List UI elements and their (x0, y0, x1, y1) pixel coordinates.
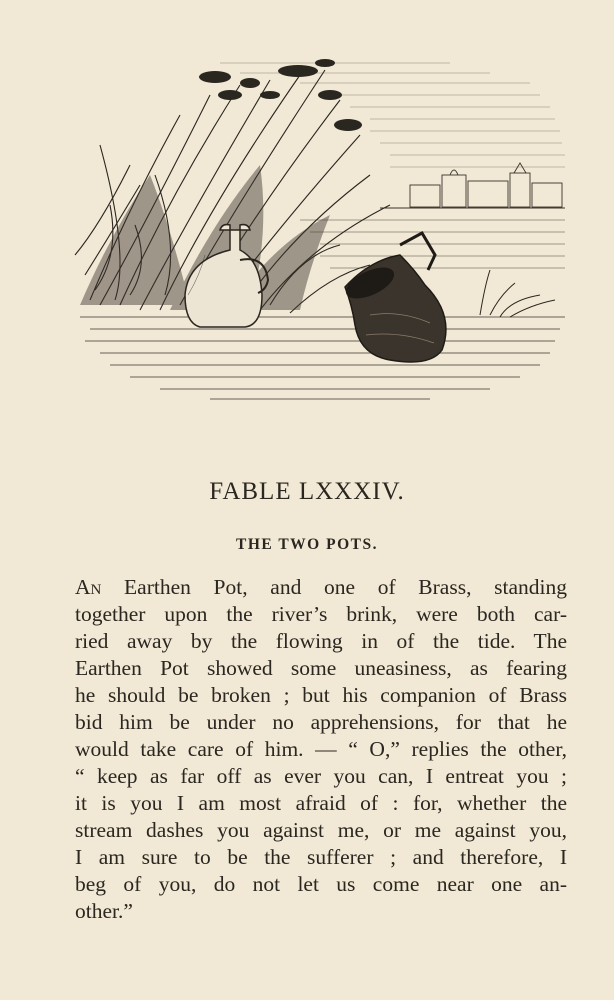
fable-body (75, 574, 567, 925)
text-line-6: bid him be under no apprehensions, for that he (75, 710, 567, 734)
brass-pot (341, 233, 446, 362)
text-line-11: I am sure to be the sufferer ; and therefore, I (75, 845, 567, 869)
text-line-8: “ keep as far off as ever you can, I entreat you ; (75, 764, 567, 788)
opening-word: An (75, 575, 102, 599)
text-line-13: other.” (75, 899, 133, 923)
engraving-illustration (70, 55, 570, 405)
flower-heads (199, 59, 362, 131)
distant-town (380, 163, 565, 208)
text-line-9: it is you I am most afraid of : for, whether the (75, 791, 567, 815)
text-line-2: together upon the river’s brink, were both car- (75, 602, 567, 626)
text-line-5: he should be broken ; but his companion of Brass (75, 683, 567, 707)
text-line-1: An Earthen Pot, and one of Brass, standing (75, 575, 567, 599)
text-line-3: ried away by the flowing in of the tide. The (75, 629, 567, 653)
text-line-4: Earthen Pot showed some uneasiness, as fearing (75, 656, 567, 680)
text-line-7: would take care of him. — “ O,” replies the other, (75, 737, 567, 761)
text-line-12: beg of you, do not let us come near one an- (75, 872, 567, 896)
fable-number: FABLE LXXXIV. (209, 478, 405, 505)
fable-title: THE TWO POTS. (236, 536, 378, 553)
sky-hatching (220, 63, 565, 167)
text-line-10: stream dashes you against me, or me against you, (75, 818, 567, 842)
right-reeds (480, 270, 555, 317)
